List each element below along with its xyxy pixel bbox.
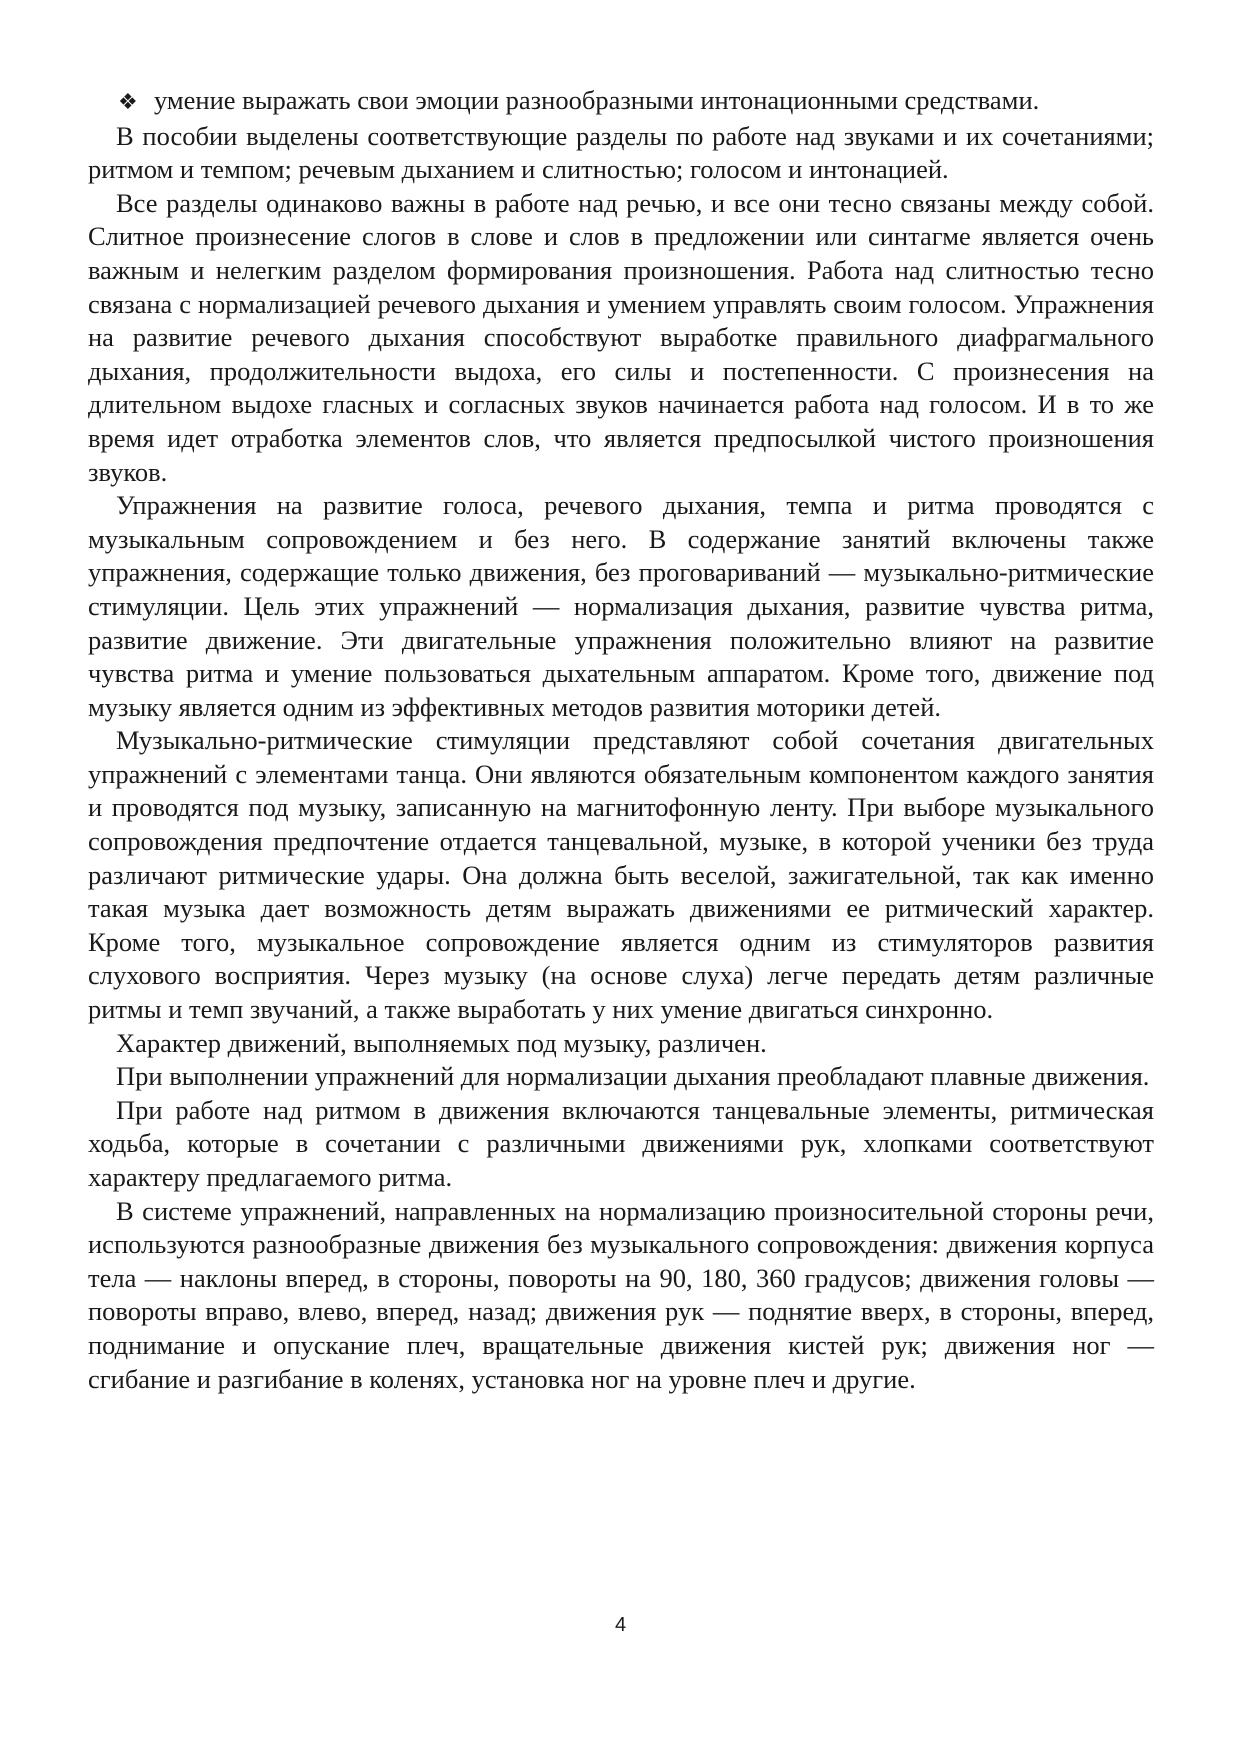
paragraph-speech-work: Все разделы одинаково важны в работе над речью, и все они тесно связаны между собой. Слитное произнесение слогов в слове и слов в предложении или синтагме является очень важным и нелегким разделом формирования произношения. Работа над слитностью тесно связана с нормализацией речевого дыхания и умением управлять своим голосом. Упражнения на развитие речевого дыхания способствуют выработке правильного диафрагмального дыхания, продолжительности выдоха, его силы и постепенности. С произнесения на длительном выдохе гласных и согласных звуков начинается работа над голосом. И в то же время идет отработка элементов слов, что является предпосылкой чистого произношения звуков. — [88, 187, 1154, 487]
paragraph-breathing: При выполнении упражнений для нормализации дыхания преобладают плавные движения. — [116, 1061, 1150, 1092]
bullet-text: умение выражать свои эмоции разнообразными интонационными средствами. — [154, 85, 1040, 115]
paragraph-rhythm: При работе над ритмом в движения включаются танцевальные элементы, ритмическая ходьба, которые в сочетании с различными движениями рук, хлопками соответствуют характеру предлагаемого ритма. — [88, 1094, 1154, 1192]
paragraph-sections: В пособии выделены соответствующие разделы по работе над звуками и их сочетаниями; ритмом и темпом; речевым дыханием и слитностью; голосом и интонацией. — [88, 120, 1154, 185]
diamond-bullet-icon: ❖ — [118, 90, 138, 115]
paragraph-movement-character: Характер движений, выполняемых под музыку, различен. — [116, 1027, 767, 1058]
paragraph-exercises: Упражнения на развитие голоса, речевого дыхания, темпа и ритма проводятся с музыкальным сопровождением и без него. В содержание занятий включены также упражнения, содержащие только движения, без проговариваний — музыкально-ритмические стимуляции. Цель этих упражнений — нормализация дыхания, развитие чувства ритма, развитие движение. Эти двигательные упражнения положительно влияют на развитие чувства ритма и умение пользоваться дыхательным аппаратом. Кроме того, движение под музыку является одним из эффективных методов развития моторики детей. — [88, 490, 1154, 722]
bullet-item — [88, 84, 1154, 120]
paragraph-exercise-system: В системе упражнений, направленных на нормализацию произносительной стороны речи, используются разнообразные движения без музыкального сопровождения: движения корпуса тела — наклоны вперед, в стороны, повороты на 90, 180, 360 градусов; движения головы — повороты вправо, влево, вперед, назад; движения рук — поднятие вверх, в стороны, вперед, поднимание и опускание плеч, вращательные движения кистей рук; движения ног — сгибание и разгибание в коленях, установка ног на уровне плеч и другие. — [88, 1195, 1154, 1394]
document-page — [88, 84, 1154, 1396]
paragraph-rhythmic-stimulation: Музыкально-ритмические стимуляции представляют собой сочетания двигательных упражнений с элементами танца. Они являются обязательным компонентом каждого занятия и проводятся под музыку, записанную на магнитофонную ленту. При выборе музыкального сопровождения предпочтение отдается танцевальной, музыке, в которой ученики без труда различают ритмические удары. Она должна быть веселой, зажигательной, так как именно такая музыка дает возможность детям выражать движениями ее ритмический характер. Кроме того, музыкальное сопровождение является одним из стимуляторов развития слухового восприятия. Через музыку (на основе слуха) легче передать детям различные ритмы и темп звучаний, а также выработать у них умение двигаться синхронно. — [88, 725, 1154, 1025]
page-number: 4 — [614, 1614, 627, 1636]
